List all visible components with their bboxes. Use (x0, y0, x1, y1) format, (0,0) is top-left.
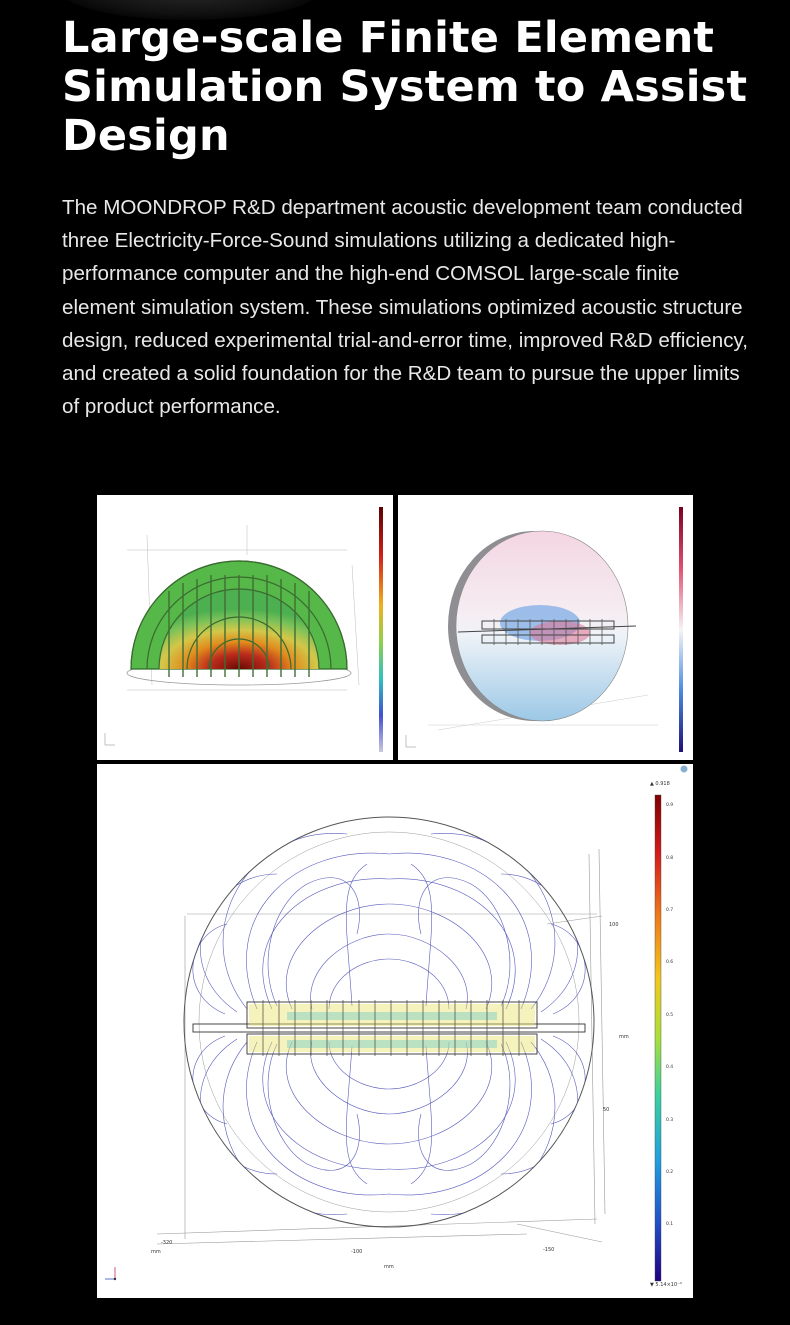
simulation-image-disc (398, 495, 693, 760)
colorbar-min: ▼ 5.14×10⁻⁴ (650, 1282, 682, 1288)
colorbar-tick: 0.4 (666, 1065, 674, 1070)
colorbar-tick: 0.2 (666, 1170, 674, 1175)
axis-label: mm (619, 1034, 629, 1040)
axis-label: 100 (609, 922, 619, 928)
colorbar-tick: 0.3 (666, 1118, 674, 1123)
colorbar-tick: 0.9 (666, 803, 674, 808)
colorbar-max: ▲ 0.918 (650, 781, 670, 787)
simulation-image-dome (97, 495, 393, 760)
colorbar-tick: 0.1 (666, 1222, 674, 1227)
colorbar-tick: 0.7 (666, 908, 674, 913)
colorbar-tick: 0.8 (666, 856, 674, 861)
axis-triad-icon (105, 1267, 116, 1280)
axis-label: mm (384, 1264, 394, 1270)
view-icon (681, 766, 688, 773)
colorbar-tick: 0.5 (666, 1013, 674, 1018)
colorbar-tick: 0.6 (666, 960, 674, 965)
simulation-image-field-lines (97, 764, 693, 1298)
page-title: Large-scale Finite Element Simulation System to Assist Design (62, 13, 748, 161)
intro-paragraph: The MOONDROP R&D department acoustic development team conducted three Electricity-Force-Sound simulations utilizing a dedicated high-performance computer and the high-end COMSOL large-scale finite element simulation system. These simulations optimized acoustic structure design, reduced experimental trial-and-error time, improved R&D efficiency, and created a solid foundation for the R&D team to pursue the upper limits of product performance. (62, 196, 748, 419)
axis-label: 50 (603, 1107, 610, 1113)
axis-label: mm (151, 1249, 161, 1255)
axis-label: -150 (543, 1247, 555, 1253)
axis-label: -100 (351, 1249, 363, 1255)
axis-label: -320 (161, 1240, 173, 1246)
